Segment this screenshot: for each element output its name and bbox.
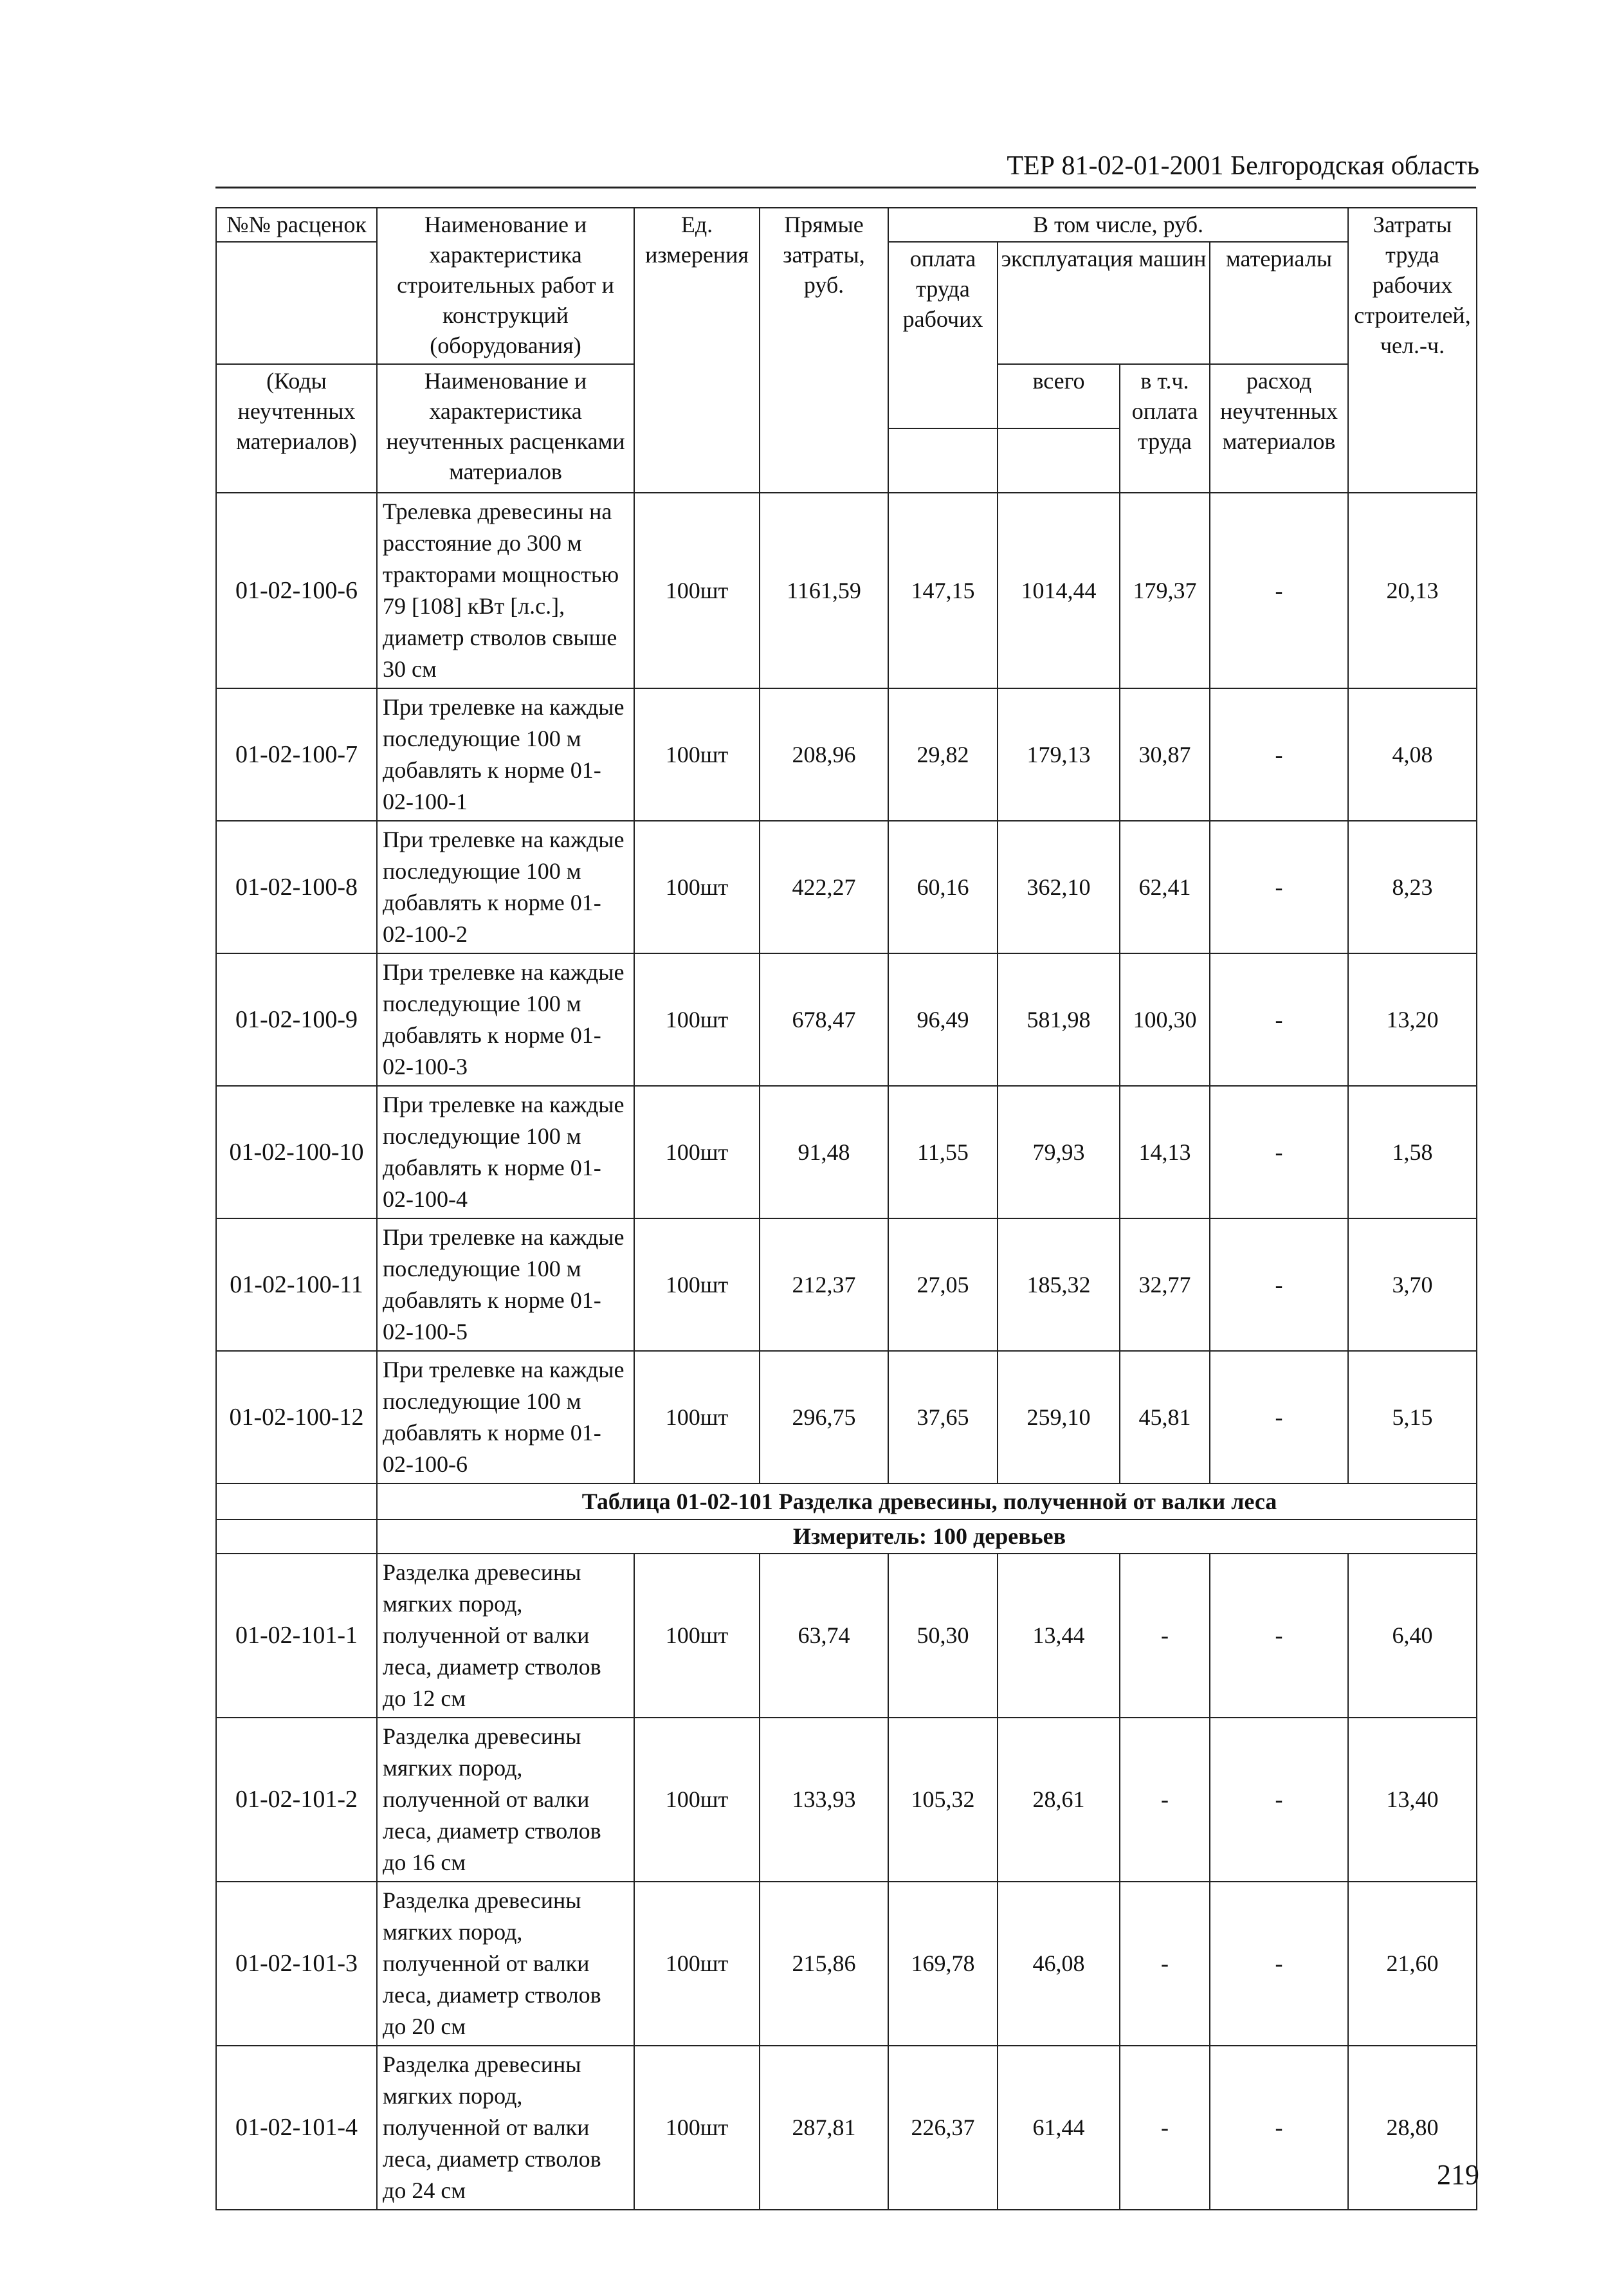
row-code: 01-02-100-8 bbox=[216, 821, 377, 953]
table-row bbox=[216, 953, 1477, 1086]
row-materials: - bbox=[1210, 1718, 1348, 1882]
row-materials: - bbox=[1210, 953, 1348, 1086]
row-unit: 100шт bbox=[634, 1218, 760, 1351]
row-materials: - bbox=[1210, 2046, 1348, 2210]
row-labor: 4,08 bbox=[1348, 688, 1477, 821]
row-machines: 46,08 bbox=[998, 1882, 1120, 2046]
row-materials: - bbox=[1210, 1882, 1348, 2046]
row-direct: 133,93 bbox=[760, 1718, 888, 1882]
table-row bbox=[216, 1351, 1477, 1483]
row-wages: 226,37 bbox=[888, 2046, 998, 2210]
row-unit: 100шт bbox=[634, 1554, 760, 1718]
col-num: №№ расценок bbox=[216, 208, 377, 242]
row-machines-wages: 30,87 bbox=[1120, 688, 1210, 821]
row-unit: 100шт bbox=[634, 1882, 760, 2046]
row-unit: 100шт bbox=[634, 1086, 760, 1218]
row-wages: 29,82 bbox=[888, 688, 998, 821]
row-code: 01-02-100-9 bbox=[216, 953, 377, 1086]
table-row bbox=[216, 1218, 1477, 1351]
row-labor: 13,20 bbox=[1348, 953, 1477, 1086]
row-labor: 13,40 bbox=[1348, 1718, 1477, 1882]
section-meter: Измеритель: 100 деревьев bbox=[377, 1519, 1477, 1554]
col-labor: Затраты труда рабочих строителей, чел.-ч. bbox=[1348, 208, 1477, 493]
row-machines: 581,98 bbox=[998, 953, 1120, 1086]
row-machines-wages: - bbox=[1120, 2046, 1210, 2210]
row-direct: 91,48 bbox=[760, 1086, 888, 1218]
col-machines: эксплуатация машин bbox=[998, 242, 1210, 364]
row-direct: 63,74 bbox=[760, 1554, 888, 1718]
row-labor: 8,23 bbox=[1348, 821, 1477, 953]
row-wages: 105,32 bbox=[888, 1718, 998, 1882]
row-machines: 79,93 bbox=[998, 1086, 1120, 1218]
table-header bbox=[216, 208, 1477, 493]
row-direct: 422,27 bbox=[760, 821, 888, 953]
row-desc: При трелевке на каждые последующие 100 м добавлять к норме 01-02-100-3 bbox=[377, 953, 634, 1086]
row-desc: Разделка древесины мягких пород, полученной от валки леса, диаметр стволов до 20 см bbox=[377, 1882, 634, 2046]
row-wages: 96,49 bbox=[888, 953, 998, 1086]
row-labor: 3,70 bbox=[1348, 1218, 1477, 1351]
row-materials: - bbox=[1210, 1218, 1348, 1351]
table-row bbox=[216, 688, 1477, 821]
row-machines: 185,32 bbox=[998, 1218, 1120, 1351]
page-header: ТЕР 81-02-01-2001 Белгородская область bbox=[1007, 151, 1479, 181]
col-direct: Прямые затраты, руб. bbox=[760, 208, 888, 493]
row-materials: - bbox=[1210, 493, 1348, 688]
section-title: Таблица 01-02-101 Разделка древесины, полученной от валки леса bbox=[377, 1483, 1477, 1519]
row-labor: 28,80 bbox=[1348, 2046, 1477, 2210]
row-code: 01-02-100-11 bbox=[216, 1218, 377, 1351]
col-name-materials: Наименование и характеристика неучтенных расценками материалов bbox=[377, 364, 634, 493]
row-labor: 5,15 bbox=[1348, 1351, 1477, 1483]
row-machines-wages: 62,41 bbox=[1120, 821, 1210, 953]
row-machines: 362,10 bbox=[998, 821, 1120, 953]
row-direct: 208,96 bbox=[760, 688, 888, 821]
row-labor: 6,40 bbox=[1348, 1554, 1477, 1718]
row-desc: При трелевке на каждые последующие 100 м добавлять к норме 01-02-100-1 bbox=[377, 688, 634, 821]
table-row bbox=[216, 2046, 1477, 2210]
row-machines: 61,44 bbox=[998, 2046, 1120, 2210]
row-labor: 20,13 bbox=[1348, 493, 1477, 688]
row-desc: Разделка древесины мягких пород, полученной от валки леса, диаметр стволов до 16 см bbox=[377, 1718, 634, 1882]
col-name: Наименование и характеристика строительных работ и конструкций (оборудования) bbox=[377, 208, 634, 364]
row-code: 01-02-100-10 bbox=[216, 1086, 377, 1218]
row-machines-wages: 14,13 bbox=[1120, 1086, 1210, 1218]
row-labor: 21,60 bbox=[1348, 1882, 1477, 2046]
header-rule bbox=[215, 187, 1476, 188]
row-materials: - bbox=[1210, 688, 1348, 821]
row-desc: При трелевке на каждые последующие 100 м добавлять к норме 01-02-100-6 bbox=[377, 1351, 634, 1483]
row-direct: 287,81 bbox=[760, 2046, 888, 2210]
row-desc: Трелевка древесины на расстояние до 300 м тракторами мощностью 79 [108] кВт [л.с.], диаметр стволов свыше 30 см bbox=[377, 493, 634, 688]
row-unit: 100шт bbox=[634, 821, 760, 953]
row-machines-wages: - bbox=[1120, 1882, 1210, 2046]
row-direct: 678,47 bbox=[760, 953, 888, 1086]
row-code: 01-02-100-7 bbox=[216, 688, 377, 821]
section-title-row bbox=[216, 1483, 1477, 1519]
col-wages-spacer bbox=[888, 428, 998, 493]
row-unit: 100шт bbox=[634, 2046, 760, 2210]
table-row bbox=[216, 821, 1477, 953]
col-machines-spacer bbox=[998, 428, 1120, 493]
row-machines-wages: 45,81 bbox=[1120, 1351, 1210, 1483]
row-machines-wages: - bbox=[1120, 1554, 1210, 1718]
row-direct: 212,37 bbox=[760, 1218, 888, 1351]
table-row bbox=[216, 493, 1477, 688]
section-meter-spacer bbox=[216, 1519, 377, 1554]
row-machines: 259,10 bbox=[998, 1351, 1120, 1483]
row-machines: 13,44 bbox=[998, 1554, 1120, 1718]
row-desc: Разделка древесины мягких пород, полученной от валки леса, диаметр стволов до 12 см bbox=[377, 1554, 634, 1718]
row-machines-wages: 32,77 bbox=[1120, 1218, 1210, 1351]
row-wages: 60,16 bbox=[888, 821, 998, 953]
row-materials: - bbox=[1210, 1351, 1348, 1483]
row-unit: 100шт bbox=[634, 1351, 760, 1483]
row-direct: 1161,59 bbox=[760, 493, 888, 688]
row-code: 01-02-101-3 bbox=[216, 1882, 377, 2046]
table-row bbox=[216, 1554, 1477, 1718]
row-machines-wages: - bbox=[1120, 1718, 1210, 1882]
table-row bbox=[216, 1086, 1477, 1218]
row-machines: 28,61 bbox=[998, 1718, 1120, 1882]
row-unit: 100шт bbox=[634, 688, 760, 821]
table-body bbox=[216, 493, 1477, 2210]
col-materials: материалы bbox=[1210, 242, 1348, 364]
col-incl: В том числе, руб. bbox=[888, 208, 1348, 242]
row-desc: При трелевке на каждые последующие 100 м добавлять к норме 01-02-100-2 bbox=[377, 821, 634, 953]
col-machines-wages: в т.ч. оплата труда bbox=[1120, 364, 1210, 493]
row-unit: 100шт bbox=[634, 953, 760, 1086]
row-labor: 1,58 bbox=[1348, 1086, 1477, 1218]
row-wages: 11,55 bbox=[888, 1086, 998, 1218]
row-code: 01-02-100-6 bbox=[216, 493, 377, 688]
col-codes: (Коды неучтенных материалов) bbox=[216, 364, 377, 493]
row-machines-wages: 179,37 bbox=[1120, 493, 1210, 688]
table-row bbox=[216, 1718, 1477, 1882]
section-title-spacer bbox=[216, 1483, 377, 1519]
row-wages: 27,05 bbox=[888, 1218, 998, 1351]
col-num-spacer bbox=[216, 242, 377, 364]
col-wages: оплата труда рабочих bbox=[888, 242, 998, 428]
col-unit: Ед. измерения bbox=[634, 208, 760, 493]
row-materials: - bbox=[1210, 821, 1348, 953]
section-meter-row bbox=[216, 1519, 1477, 1554]
row-machines: 1014,44 bbox=[998, 493, 1120, 688]
row-desc: При трелевке на каждые последующие 100 м добавлять к норме 01-02-100-4 bbox=[377, 1086, 634, 1218]
row-code: 01-02-101-2 bbox=[216, 1718, 377, 1882]
row-code: 01-02-100-12 bbox=[216, 1351, 377, 1483]
row-desc: Разделка древесины мягких пород, полученной от валки леса, диаметр стволов до 24 см bbox=[377, 2046, 634, 2210]
col-materials-use: расход неучтенных материалов bbox=[1210, 364, 1348, 493]
row-direct: 215,86 bbox=[760, 1882, 888, 2046]
col-machines-total: всего bbox=[998, 364, 1120, 428]
row-desc: При трелевке на каждые последующие 100 м добавлять к норме 01-02-100-5 bbox=[377, 1218, 634, 1351]
row-unit: 100шт bbox=[634, 1718, 760, 1882]
row-unit: 100шт bbox=[634, 493, 760, 688]
row-code: 01-02-101-1 bbox=[216, 1554, 377, 1718]
row-materials: - bbox=[1210, 1554, 1348, 1718]
row-materials: - bbox=[1210, 1086, 1348, 1218]
page-number: 219 bbox=[1437, 2159, 1479, 2190]
row-wages: 169,78 bbox=[888, 1882, 998, 2046]
row-wages: 147,15 bbox=[888, 493, 998, 688]
row-machines: 179,13 bbox=[998, 688, 1120, 821]
row-wages: 37,65 bbox=[888, 1351, 998, 1483]
row-code: 01-02-101-4 bbox=[216, 2046, 377, 2210]
row-direct: 296,75 bbox=[760, 1351, 888, 1483]
norms-table bbox=[215, 207, 1477, 2210]
table-row bbox=[216, 1882, 1477, 2046]
row-wages: 50,30 bbox=[888, 1554, 998, 1718]
row-machines-wages: 100,30 bbox=[1120, 953, 1210, 1086]
